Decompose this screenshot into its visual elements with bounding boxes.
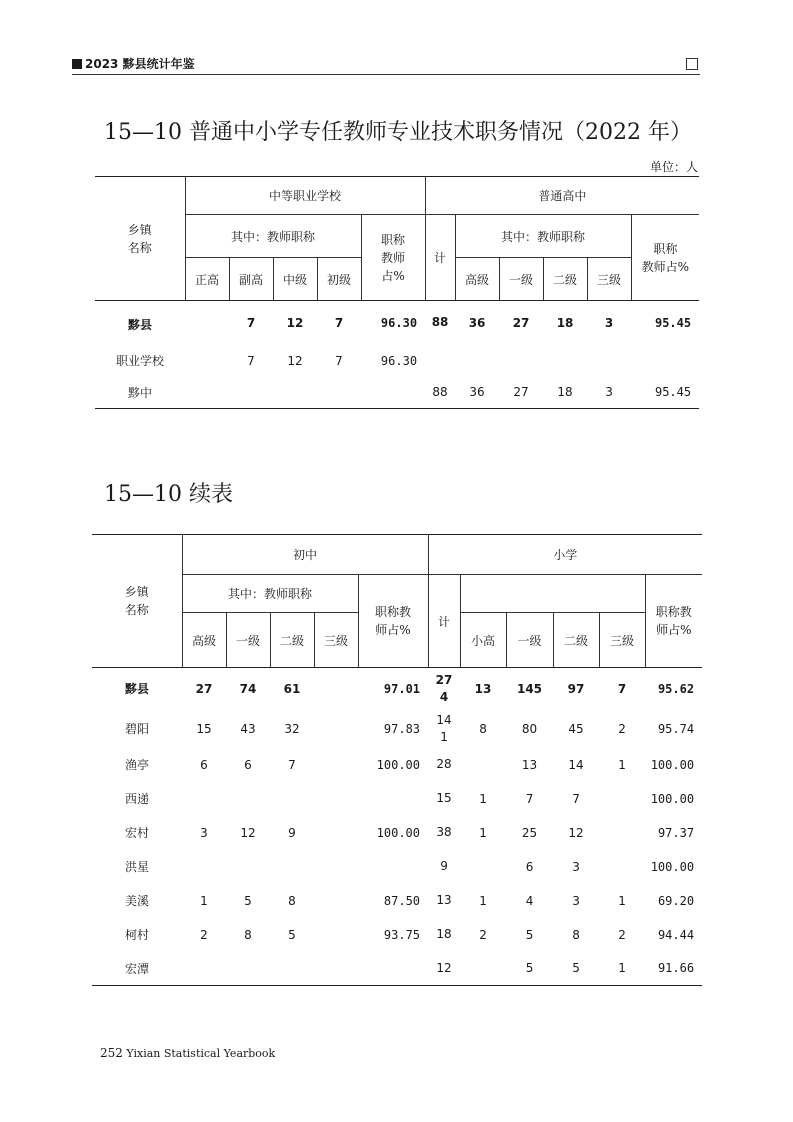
cell-value: 1 [618,893,626,908]
cell-ratio: 100.00 [376,757,421,772]
cell-ratio: 96.30 [380,353,418,368]
cell-value: 13 [474,681,492,696]
cell-value: 32 [284,721,300,736]
table2 [92,534,702,986]
empty-square-icon [686,58,698,70]
header-township: 乡镇 名称 [95,177,185,301]
cell-value: 2 [479,927,487,942]
cell-value: 6 [200,757,208,772]
cell-value: 80 [521,721,538,736]
cell-value [455,345,499,377]
cell-value: 5 [288,927,296,942]
header-col: 三级 [587,258,631,301]
cell-value [314,710,358,748]
cell-value [273,377,317,409]
cell-value: 14 [568,757,584,772]
cell-value: 6 [244,757,252,772]
cell-value: 145 [516,681,543,696]
header-total-b: 计 [428,575,460,668]
cell-value [314,668,358,710]
cell-value [185,345,229,377]
cell-value: 12 [568,825,584,840]
cell-value: 1 [618,757,626,772]
cell-ratio: 87.50 [383,893,421,908]
cell-ratio [361,377,425,409]
row-township-name: 黟中 [95,377,185,409]
cell-value [499,345,543,377]
cell-value: 97 [567,681,585,696]
header-col: 一级 [226,613,270,668]
header-col: 二级 [270,613,314,668]
cell-ratio: 95.74 [657,721,695,736]
cell-value [182,850,226,884]
cell-value: 7 [525,791,534,806]
table-row [92,710,702,748]
cell-value: 1 [599,952,645,986]
header-col: 一级 [506,613,553,668]
table-row [92,952,702,986]
cell-value: 6 [525,859,534,874]
header-ratio-a: 职称 教师 占% [361,215,425,301]
cell-value: 1 [479,791,487,806]
cell-ratio [358,782,428,816]
table-row [92,668,702,710]
cell-total [425,345,455,377]
header-sub-titles-a: 其中：教师职称 [182,575,358,613]
cell-ratio: 95.45 [654,315,692,330]
cell-total: 88 [425,377,455,409]
cell-value: 3 [572,859,580,874]
table-row [95,345,699,377]
table-row [92,782,702,816]
row-township-name: 渔亭 [124,758,149,772]
row-township-name: 洪星 [124,860,149,874]
cell-ratio: 100.00 [650,757,695,772]
cell-total: 28 [436,757,452,771]
cell-ratio: 95.45 [631,377,699,409]
cell-value: 36 [468,315,486,330]
running-header [72,56,700,75]
cell-value [314,816,358,850]
cell-value: 5 [553,952,599,986]
cell-ratio: 100.00 [650,859,695,874]
cell-value: 7 [335,353,343,368]
header-col: 一级 [499,258,543,301]
cell-value: 1 [200,893,208,908]
cell-value: 5 [525,927,534,942]
row-township-name: 职业学校 [115,354,164,368]
cell-value [460,748,506,782]
row-township-name: 碧阳 [124,722,149,736]
header-total-b: 计 [425,215,455,301]
table1-title: 15—10 普通中小学专任教师专业技术职务情况（2022 年） [104,120,692,145]
cell-value [317,377,361,409]
table1-unit: 单位：人 [649,160,698,174]
cell-value [543,345,587,377]
cell-value [185,301,229,345]
cell-value: 5 [244,893,252,908]
cell-ratio: 94.44 [657,927,695,942]
cell-value: 27 [512,315,530,330]
header-ratio-a: 职称教 师占% [358,575,428,668]
row-township-name: 黟县 [124,682,149,697]
cell-value [185,377,229,409]
cell-value [314,782,358,816]
cell-value: 7 [288,757,296,772]
cell-ratio [631,345,699,377]
cell-value: 2 [618,927,626,942]
cell-total: 15 [436,791,452,805]
cell-value [270,952,314,986]
row-township-name: 西递 [124,792,149,806]
header-sub-blank-b [460,575,645,613]
cell-value [182,782,226,816]
header-group-vocational: 中等职业学校 [185,177,425,215]
cell-value [226,850,270,884]
cell-value: 43 [240,721,256,736]
cell-ratio: 96.30 [380,315,418,330]
cell-value [314,884,358,918]
header-col: 正高 [185,258,229,301]
table-row [92,918,702,952]
table-row [92,816,702,850]
cell-value: 7 [247,353,255,368]
book-title: Yixian Statistical Yearbook [126,1047,276,1060]
cell-ratio: 69.20 [657,893,695,908]
table1 [95,176,699,409]
cell-value: 74 [239,681,257,696]
cell-ratio: 100.00 [376,825,421,840]
cell-value: 15 [196,721,212,736]
cell-value [587,345,631,377]
page-number: 252 [100,1046,123,1060]
cell-value [460,952,506,986]
cell-value: 8 [479,721,487,736]
cell-value: 25 [521,825,538,840]
cell-value: 1 [479,825,487,840]
cell-value: 3 [604,315,614,330]
header-col: 二级 [553,613,599,668]
table-row [95,301,699,345]
header-col: 高级 [455,258,499,301]
row-township-name: 宏潭 [92,952,182,986]
cell-value: 45 [568,721,584,736]
square-bullet-icon [72,59,82,69]
header-col: 二级 [543,258,587,301]
cell-value [314,748,358,782]
cell-value: 61 [283,681,301,696]
cell-ratio: 95.62 [657,681,695,696]
cell-ratio: 97.01 [383,681,421,696]
table-row [92,850,702,884]
cell-value: 12 [287,353,303,368]
cell-value [599,782,645,816]
cell-value: 8 [244,927,252,942]
cell-total: 27 4 [435,672,453,704]
cell-value [182,952,226,986]
cell-value: 7 [572,791,580,806]
cell-value: 2 [200,927,208,942]
cell-value: 27 [499,377,543,409]
row-township-name: 柯村 [124,928,149,942]
running-header-title: 2023 黟县统计年鉴 [85,57,195,71]
header-group-junior: 初中 [182,535,428,575]
header-group-highschool: 普通高中 [425,177,699,215]
cell-value: 9 [288,825,296,840]
cell-ratio: 91.66 [645,952,702,986]
header-col: 小高 [460,613,506,668]
cell-ratio [358,952,428,986]
cell-value: 5 [506,952,553,986]
cell-total: 88 [431,315,449,330]
cell-value [229,377,273,409]
cell-value: 4 [525,893,534,908]
table-row [95,377,699,409]
cell-total: 14 1 [436,712,452,744]
cell-total: 12 [428,952,460,986]
cell-value: 7 [334,315,344,330]
header-col: 三级 [314,613,358,668]
cell-value [314,850,358,884]
table-row [92,884,702,918]
cell-value: 18 [543,377,587,409]
cell-value [226,952,270,986]
cell-value: 18 [556,315,574,330]
cell-value [226,782,270,816]
header-group-primary: 小学 [428,535,702,575]
cell-value: 7 [617,681,627,696]
cell-value [599,850,645,884]
cell-value: 8 [572,927,580,942]
cell-value [270,782,314,816]
header-ratio-b: 职称教 师占% [645,575,702,668]
cell-value: 12 [240,825,256,840]
cell-ratio: 93.75 [383,927,421,942]
header-sub-titles-b: 其中：教师职称 [455,215,631,258]
cell-value: 3 [200,825,208,840]
row-township-name: 美溪 [124,894,149,908]
row-township-name: 宏村 [124,826,149,840]
header-township: 乡镇 名称 [92,535,182,668]
cell-total: 18 [436,927,452,941]
cell-total: 38 [436,825,452,839]
cell-value [314,918,358,952]
cell-value [460,850,506,884]
cell-value [599,816,645,850]
cell-value: 8 [288,893,296,908]
header-col: 高级 [182,613,226,668]
cell-value: 2 [618,721,626,736]
cell-value: 13 [521,757,538,772]
header-col: 中级 [273,258,317,301]
table-row [92,748,702,782]
header-col: 副高 [229,258,273,301]
cell-value: 36 [455,377,499,409]
cell-ratio: 97.83 [383,721,421,736]
header-col: 三级 [599,613,645,668]
header-sub-titles-a: 其中：教师职称 [185,215,361,258]
cell-value: 1 [479,893,487,908]
page-footer [100,1046,275,1060]
header-col: 初级 [317,258,361,301]
cell-ratio: 100.00 [650,791,695,806]
table2-title: 15—10 续表 [104,482,233,507]
cell-value: 3 [572,893,580,908]
cell-total: 9 [440,859,448,873]
cell-value: 27 [195,681,213,696]
cell-value [270,850,314,884]
cell-total: 13 [436,893,452,907]
cell-value: 12 [286,315,304,330]
cell-value [314,952,358,986]
cell-value: 3 [587,377,631,409]
cell-ratio [358,850,428,884]
cell-value: 7 [246,315,256,330]
row-township-name: 黟县 [127,318,152,333]
header-ratio-b: 职称 教师占% [631,215,699,301]
cell-ratio: 97.37 [657,825,695,840]
